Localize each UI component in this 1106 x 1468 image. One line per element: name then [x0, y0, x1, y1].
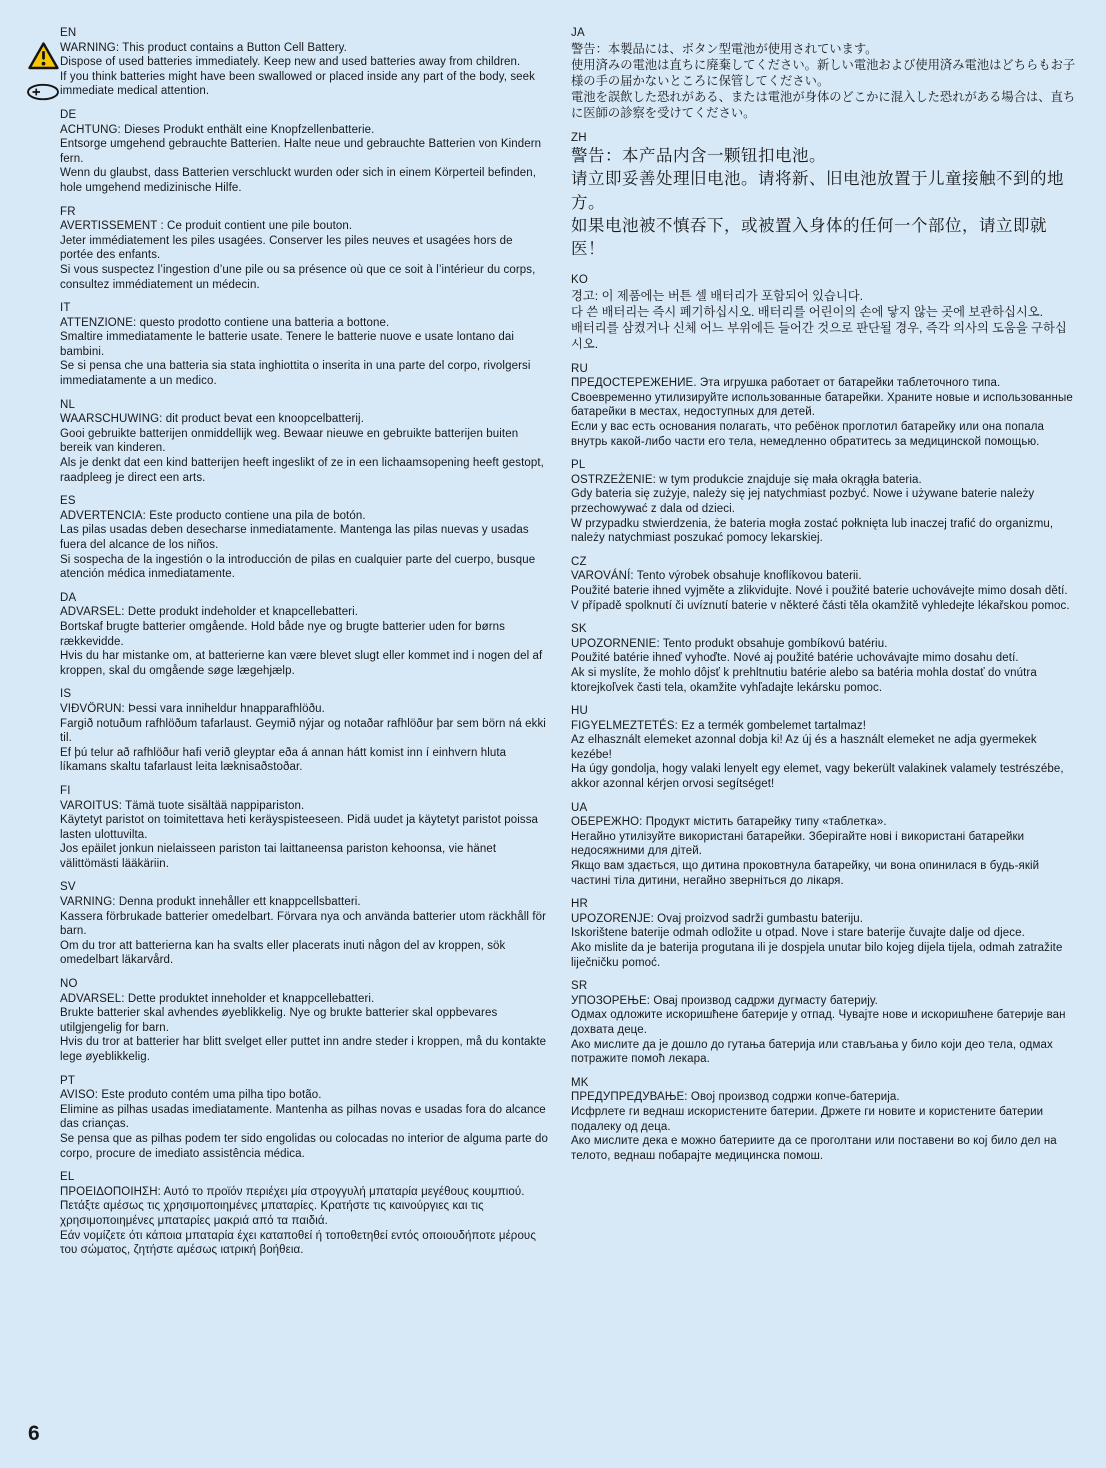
warning-paragraph: ADVERTENCIA: Este producto contiene una pila de botón. [60, 509, 366, 522]
warning-section-fi [60, 784, 548, 872]
language-code-es: ES [60, 495, 76, 508]
language-code-el: EL [60, 1171, 75, 1184]
warning-paragraph: Als je denkt dat een kind batterijen heeft ingeslikt of ze in een lichaamsopening heeft gestopt, raadpleeg je direct een arts. [60, 457, 544, 484]
warning-paragraph: Om du tror att batterierna kan ha svalts eller placerats inuti någon del av kroppen, sök omedelbart läkarvård. [60, 939, 506, 967]
warning-paragraph: Použité baterie ihned vyjměte a zlikvidujte. Nové i použité baterie uchovávejte mimo dosah dětí. [571, 584, 1068, 597]
page-number: 6 [28, 1422, 40, 1445]
warning-paragraph: 경고: 이 제품에는 버튼 셀 배터리가 포함되어 있습니다. [571, 288, 864, 303]
warning-paragraph: ADVARSEL: Dette produktet inneholder et knappcellebatteri. [60, 992, 375, 1005]
warning-section-hu [571, 704, 1076, 792]
warning-paragraph: Якщо вам здається, що дитина проковтнула батарейку, чи вона опинилася в будь-якій частині тіла дитини, негайно зверніться до лікаря. [571, 860, 1040, 887]
warning-paragraph: Jeter immédiatement les piles usagées. Conserver les piles neuves et usagées hors de portée des enfants. [60, 234, 513, 262]
language-code-it: IT [60, 302, 71, 315]
warning-paragraph: 다 쓴 배터리는 즉시 폐기하십시오. 배터리를 어린이의 손에 닿지 않는 곳에 보관하십시오. [571, 305, 1044, 320]
warning-paragraph: Если у вас есть основания полагать, что ребёнок проглотил батарейку или она попала внутрь какой-либо части его тела, немедленно обратитесь за медицинской помощью. [571, 421, 1045, 448]
warning-paragraph: Ef þú telur að rafhlöður hafi verið gleyptar eða á annan hátt komist inn í einhvern hluta líkamans skaltu tafarlaust leita læknisaðstoðar. [60, 746, 507, 774]
warning-paragraph: UPOZORNENIE: Tento produkt obsahuje gombíkovú batériu. [571, 637, 888, 650]
warning-section-sk [571, 622, 1076, 695]
warning-section-fr [60, 205, 548, 293]
warning-paragraph: Ak si myslíte, že mohlo dôjsť k prehltnutiu batérie alebo sa batéria mohla dostať do vnútra ktorejkoľvek časti tela, okamžite vyhľadajte lekársku pomoc. [571, 666, 1037, 694]
warnings-column-left [60, 26, 548, 1267]
warning-paragraph: Jos epäilet jonkun nielaisseen pariston tai laittaneensa pariston kehoonsa, vie hänet välittömästi lääkäriin. [60, 843, 497, 870]
warning-paragraph: Si sospecha de la ingestión o la introducción de pilas en cualquier parte del cuerpo, busque atención médica inmediatamente. [60, 553, 536, 581]
warning-paragraph: Brukte batterier skal avhendes øyeblikkelig. Nye og brukte batterier skal oppbevares utilgjengelig for barn. [60, 1007, 498, 1034]
language-code-cz: CZ [571, 555, 587, 568]
warning-paragraph: Одмах одложите искоришћене батерије у отпад. Чувајте нове и искоришћене батерије ван дохвата деце. [571, 1009, 1066, 1036]
warning-paragraph: Gdy bateria się zużyje, należy się jej natychmiast pozbyć. Nowe i używane baterie należy przechowywać z dala od dzieci. [571, 488, 1035, 515]
warning-paragraph: Smaltire immediatamente le batterie usate. Tenere le batterie nuove e usate lontano dai bambini. [60, 331, 515, 358]
warning-paragraph: Εάν νομίζετε ότι κάποια μπαταρία έχει καταποθεί ή τοποθετηθεί εντός οποιουδήποτε μέρους του σώματος, ζητήστε αμέσως ιατρική βοήθεια. [60, 1229, 536, 1257]
language-code-hu: HU [571, 705, 589, 718]
language-code-da: DA [60, 591, 77, 604]
warning-section-sv [60, 880, 548, 968]
warning-paragraph: WAARSCHUWING: dit product bevat een knoopcelbatterij. [60, 413, 364, 426]
language-code-pl: PL [571, 459, 586, 472]
warning-paragraph: 電池を誤飲した恐れがある、または電池が身体のどこかに混入した恐れがある場合は、直ちに医師の診察を受けてください。 [571, 90, 1076, 121]
warning-paragraph: 배터리를 삼켰거나 신체 어느 부위에든 들어간 것으로 판단될 경우, 즉각 의사의 도움을 구하십시오. [571, 321, 1067, 352]
warning-section-pl [571, 458, 1076, 546]
warning-section-ko [571, 273, 1076, 352]
language-code-de: DE [60, 108, 77, 121]
language-code-is: IS [60, 688, 72, 701]
warning-paragraph: Las pilas usadas deben desecharse inmediatamente. Mantenga las pilas nuevas y usadas fuera del alcance de los niños. [60, 524, 529, 551]
warning-paragraph: Hvis du har mistanke om, at batterierne kan være blevet slugt eller kommet ind i nogen del af kroppen, skal du omgående søge lægehjælp. [60, 650, 543, 677]
warning-section-el [60, 1170, 548, 1258]
warning-paragraph: Gooi gebruikte batterijen onmiddellijk weg. Bewaar nieuwe en gebruikte batterijen buiten bereik van kinderen. [60, 427, 519, 455]
warning-paragraph: 请立即妥善处理旧电池。请将新、旧电池放置于儿童接触不到的地方。 [571, 170, 1064, 212]
warning-paragraph: Ako mislite da je baterija progutana ili je dospjela unutar bilo kojeg dijela tijela, odmah zatražite liječničku pomoć. [571, 942, 1063, 969]
language-code-ko: KO [571, 274, 589, 287]
warning-paragraph: Wenn du glaubst, dass Batterien verschluckt wurden oder sich in einem Körperteil befinden, hole umgehend medizinische Hilfe. [60, 167, 537, 194]
warning-paragraph: W przypadku stwierdzenia, że bateria mogła zostać połknięta lub inaczej trafić do organizmu, należy natychmiast poszukać pomocy lekarskiej. [571, 517, 1054, 545]
warning-section-sr [571, 979, 1076, 1067]
warning-paragraph: Az elhasznált elemeket azonnal dobja ki! Az új és a használt elemeket ne adja gyermekek kezébe! [571, 734, 1037, 761]
warning-paragraph: Se pensa que as pilhas podem ter sido engolidas ou colocadas no interior de alguma parte do corpo, procure de imediato assistência médica. [60, 1132, 548, 1160]
warning-paragraph: 使用済みの電池は直ちに廃棄してください。新しい電池および使用済み電池はどちらもお子様の手の届かないところに保管してください。 [571, 57, 1076, 88]
warning-section-is [60, 687, 548, 775]
warning-paragraph: Käytetyt paristot on toimitettava heti keräyspisteeseen. Pidä uudet ja käytetyt paristot poissa lasten ulottuvilta. [60, 814, 539, 841]
warning-paragraph: Iskorištene baterije odmah odložite u otpad. Nove i stare baterije čuvajte dalje od djece. [571, 927, 1025, 940]
button-cell-battery-icon [26, 83, 60, 106]
language-code-no: NO [60, 978, 78, 991]
warning-paragraph: VARNING: Denna produkt innehåller ett knappcellsbatteri. [60, 896, 361, 909]
warning-section-de [60, 108, 548, 196]
warning-section-hr [571, 897, 1076, 970]
warning-section-es [60, 494, 548, 582]
warning-paragraph: Исфрлете ги веднаш искористените батерии. Држете ги новите и користените батерии подалеку од деца. [571, 1105, 1044, 1133]
warning-paragraph: ΠΡΟΕΙΔΟΠΟΙΗΣΗ: Αυτό το προϊόν περιέχει μία στρογγυλή μπαταρία μεγέθους κουμπιού. [60, 1185, 525, 1198]
language-code-ru: RU [571, 362, 589, 375]
warning-paragraph: Si vous suspectez l’ingestion d’une pile ou sa présence où que ce soit à l’intérieur du corps, consultez immédiatement un médecin. [60, 263, 536, 291]
warning-paragraph: Kassera förbrukade batterier omedelbart. Förvara nya och använda batterier utom räckhåll för barn. [60, 910, 547, 938]
warning-paragraph: VIÐVÖRUN: Þessi vara inniheldur hnapparafhlöðu. [60, 702, 325, 715]
language-code-ja: JA [571, 27, 585, 39]
warning-paragraph: УПОЗОРЕЊЕ: Овај производ садржи дугмасту батерију. [571, 994, 878, 1007]
warning-paragraph: V případě spolknutí či uvíznutí baterie v některé části těla okamžitě vyhledejte lékařskou pomoc. [571, 599, 1070, 612]
warning-paragraph: ПРЕДУПРЕДУВАЊЕ: Овој производ содржи копче-батерија. [571, 1091, 900, 1104]
warning-paragraph: ADVARSEL: Dette produkt indeholder et knapcellebatteri. [60, 606, 359, 619]
warning-paragraph: ОБЕРЕЖНО: Продукт містить батарейку типу «таблетка». [571, 816, 887, 829]
language-code-pt: PT [60, 1074, 76, 1087]
warning-paragraph: WARNING: This product contains a Button Cell Battery. [60, 41, 347, 54]
warning-paragraph: Своевременно утилизируйте использованные батарейки. Храните новые и использованные батарейки в местах, недоступных для детей. [571, 391, 1073, 419]
warning-paragraph: Πετάξτε αμέσως τις χρησιμοποιημένες μπαταρίες. Κρατήστε τις καινούργιες και τις χρησιμοποιημένες μπαταρίες μακριά από τα παιδιά. [60, 1200, 484, 1227]
warning-section-pt [60, 1074, 548, 1162]
warning-paragraph: ATTENZIONE: questo prodotto contiene una batteria a bottone. [60, 316, 390, 329]
warning-paragraph: Негайно утилізуйте використані батарейки. Зберігайте нові і використані батарейки недосяжними для дітей. [571, 830, 1025, 858]
language-code-fr: FR [60, 205, 76, 218]
warning-paragraph: Hvis du tror at batterier har blitt svelget eller puttet inn andre steder i kroppen, må du kontakte lege øyeblikkelig. [60, 1036, 547, 1063]
language-code-zh: ZH [571, 131, 587, 144]
warnings-column-right [571, 26, 1076, 1172]
warning-paragraph: Ако мислите да је дошло до гутања батерија или стављања у било који део тела, одмах потражите помоћ лекара. [571, 1038, 1053, 1066]
warning-section-en [60, 26, 548, 99]
warning-paragraph: 警告：本产品内含一颗钮扣电池。 [571, 147, 826, 166]
language-code-sk: SK [571, 623, 587, 636]
language-code-nl: NL [60, 398, 76, 411]
warning-section-ja [571, 26, 1076, 122]
language-code-fi: FI [60, 784, 71, 797]
warning-paragraph: ПРЕДОСТЕРЕЖЕНИЕ. Эта игрушка работает от батарейки таблеточного типа. [571, 377, 1001, 390]
warning-paragraph: Ако мислите дека е можно батериите да се проголтани или поставени во кој било дел на телото, веднаш побарајте медицинска помош. [571, 1135, 1057, 1162]
warning-section-ru [571, 362, 1076, 450]
warning-paragraph: AVERTISSEMENT : Ce produit contient une pile bouton. [60, 220, 353, 233]
warning-paragraph: If you think batteries might have been swallowed or placed inside any part of the body, seek immediate medical attention. [60, 70, 536, 98]
language-code-hr: HR [571, 898, 589, 911]
language-code-mk: MK [571, 1076, 589, 1089]
language-code-ua: UA [571, 801, 588, 814]
warning-paragraph: UPOZORENJE: Ovaj proizvod sadrži gumbastu bateriju. [571, 912, 864, 925]
language-code-sv: SV [60, 881, 76, 894]
warning-paragraph: Fargið notuðum rafhlöðum tafarlaust. Geymið nýjar og notaðar rafhlöður þar sem börn ná ekki til. [60, 717, 546, 745]
warning-paragraph: OSTRZEŻENIE: w tym produkcie znajduje się mała okrągła bateria. [571, 473, 922, 486]
warning-section-mk [571, 1076, 1076, 1164]
warning-paragraph: VAROITUS: Tämä tuote sisältää nappipariston. [60, 799, 305, 812]
warning-section-da [60, 591, 548, 679]
language-code-sr: SR [571, 980, 588, 993]
warning-paragraph: Použité batérie ihneď vyhoďte. Nové aj použité batérie uchovávajte mimo dosahu detí. [571, 652, 1019, 665]
margin-warning-icons [25, 41, 61, 106]
warning-paragraph: Ha úgy gondolja, hogy valaki lenyelt egy elemet, vagy bekerült valakinek valamely testrészébe, akkor azonnal kérjen orvosi segítséget! [571, 763, 1064, 791]
warning-section-no [60, 977, 548, 1065]
warning-paragraph: 警告：本製品には、ボタン型電池が使用されています。 [571, 41, 878, 56]
warning-triangle-icon [27, 41, 60, 76]
warning-section-it [60, 301, 548, 389]
warning-paragraph: 如果电池被不慎吞下，或被置入身体的任何一个部位，请立即就医！ [571, 216, 1047, 259]
warning-paragraph: AVISO: Este produto contém uma pilha tipo botão. [60, 1089, 322, 1102]
warning-paragraph: Dispose of used batteries immediately. Keep new and used batteries away from children. [60, 56, 521, 69]
warning-paragraph: Bortskaf brugte batterier omgående. Hold både nye og brugte batterier uden for børns rækkevidde. [60, 620, 506, 648]
warning-paragraph: Se si pensa che una batteria sia stata inghiottita o inserita in una parte del corpo, rivolgersi immediatamente a un medico. [60, 360, 531, 388]
language-code-en: EN [60, 27, 77, 39]
warning-paragraph: VAROVÁNÍ: Tento výrobek obsahuje knoflíkovou baterii. [571, 570, 862, 583]
warning-section-nl [60, 398, 548, 486]
warning-section-cz [571, 555, 1076, 613]
warning-paragraph: Entsorge umgehend gebrauchte Batterien. Halte neue und gebrauchte Batterien von Kindern fern. [60, 138, 542, 165]
warning-section-ua [571, 801, 1076, 889]
warning-paragraph: Elimine as pilhas usadas imediatamente. Mantenha as pilhas novas e usadas fora do alcance das crianças. [60, 1103, 546, 1131]
warning-section-zh [571, 131, 1076, 262]
warning-paragraph: ACHTUNG: Dieses Produkt enthält eine Knopfzellenbatterie. [60, 123, 375, 136]
warning-paragraph: FIGYELMEZTETÉS: Ez a termék gombelemet tartalmaz! [571, 719, 867, 732]
